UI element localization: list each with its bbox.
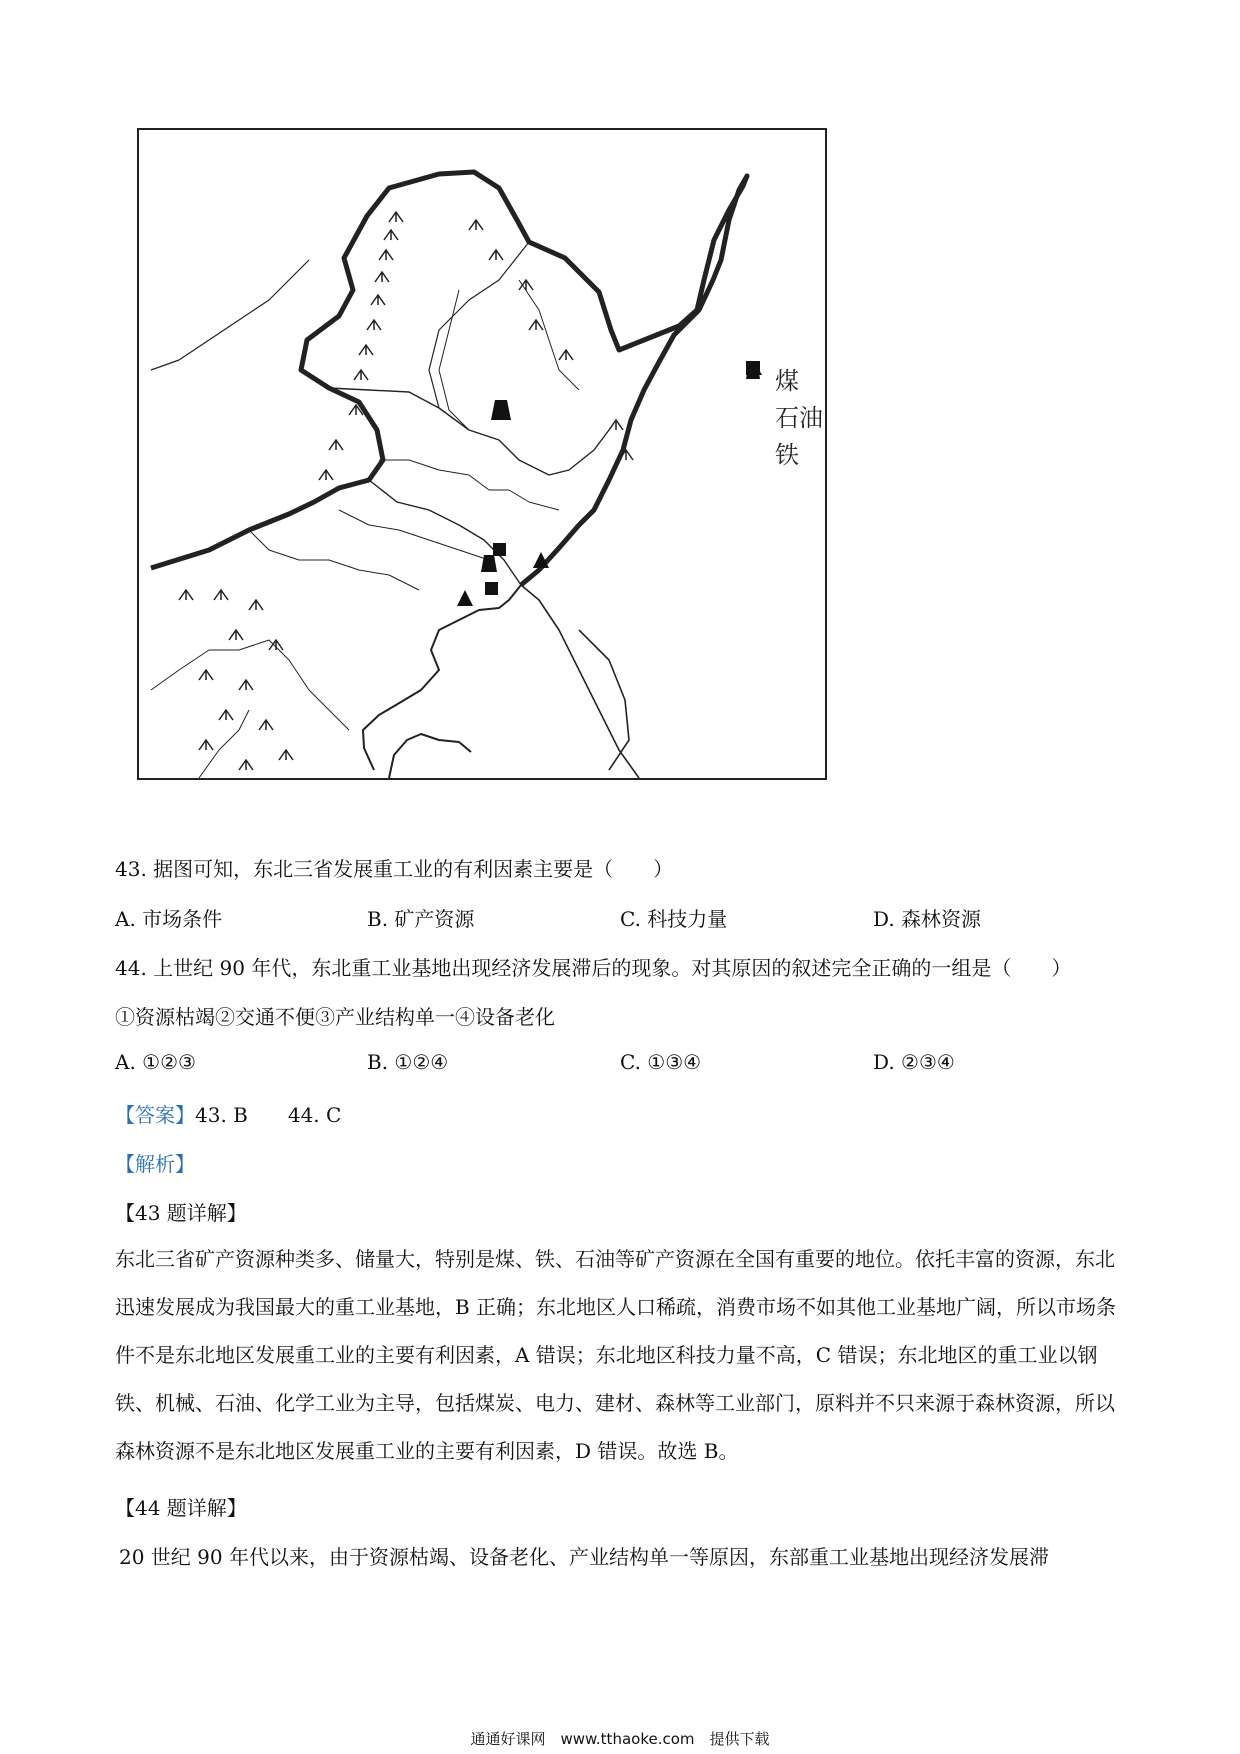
question-44-items: ①资源枯竭②交通不便③产业结构单一④设备老化: [115, 1005, 555, 1029]
q44-option-b: B. ①②④: [367, 1050, 449, 1074]
answer-text: 43. B 44. C: [195, 1103, 342, 1127]
national-border: [151, 172, 747, 585]
mountain-icon: [469, 220, 503, 260]
detail-43-title: 【43 题详解】: [115, 1201, 247, 1225]
korea-outline: [521, 585, 639, 778]
mountain-icon: [367, 295, 385, 330]
mountain-icon: [239, 750, 293, 770]
detail-43-text: 东北三省矿产资源种类多、储量大，特别是煤、铁、石油等矿产资源在全国有重要的地位。依托丰富的资源，东北迅速发展成为我国最大的重工业基地，B 正确；东北地区人口稀疏，消费市场不如其他工业基地广阔，所以市场条件不是东北地区发展重工业的主要有利因素，A 错误；东北地区科技力量不高，C 错误；东北地区的重工业以钢铁、机械、石油、化学工业为主导，包括煤炭、电力、建材、森林等工业部门，原料并不只来源于森林资源，所以森林资源不是东北地区发展重工业的主要有利因素，D 错误。故选 B。: [115, 1247, 1117, 1463]
province-border: [329, 388, 609, 475]
oil-marker-icon: [481, 555, 497, 572]
mountain-icon: [199, 720, 273, 750]
legend-label: 煤: [775, 367, 799, 395]
mountain-symbols: [179, 212, 633, 770]
question-43-stem: 43. 据图可知，东北三省发展重工业的有利因素主要是（ ）: [115, 857, 674, 881]
mountain-icon: [319, 350, 573, 480]
mountain-icon: [219, 680, 253, 720]
answer-tag: 【答案】: [115, 1103, 195, 1127]
q44-option-a: A. ①②③: [115, 1050, 196, 1074]
mountain-icon: [375, 250, 393, 282]
map-drawing: [139, 130, 825, 778]
oil-marker-icon: [491, 400, 511, 420]
q44-option-c: C. ①③④: [620, 1050, 702, 1074]
legend-item-iron: [745, 434, 823, 471]
analysis-tag: 【解析】: [115, 1152, 195, 1176]
iron-marker-icon: [457, 590, 473, 606]
coal-marker-icon: [485, 582, 498, 595]
q43-option-c: C. 科技力量: [620, 907, 728, 931]
northeast-china-map: [137, 128, 827, 780]
mountain-icon: [354, 345, 373, 380]
detail-44-title: 【44 题详解】: [115, 1496, 247, 1520]
mountain-icon: [384, 212, 403, 240]
detail-44-text: 20 世纪 90 年代以来，由于资源枯竭、设备老化、产业结构单一等原因，东部重工业基地出现经济发展滞: [119, 1545, 1049, 1569]
river: [151, 260, 309, 370]
mountain-icon: [179, 590, 228, 600]
legend-label: 铁: [775, 441, 799, 469]
question-44-stem: 44. 上世纪 90 年代，东北重工业基地出现经济发展滞后的现象。对其原因的叙述完全正确的一组是（ ）: [115, 956, 1072, 980]
coal-marker-icon: [493, 543, 506, 556]
page-footer: 通通好课网 www.tthaoke.com 提供下载: [470, 1730, 770, 1748]
legend-label: 石油: [775, 404, 823, 432]
q43-option-a: A. 市场条件: [115, 907, 223, 931]
mountain-icon: [229, 600, 263, 640]
answer-line: [115, 1099, 341, 1128]
mountain-icon: [329, 405, 363, 450]
mountain-icon: [519, 280, 543, 330]
q43-option-b: B. 矿产资源: [367, 907, 475, 931]
q44-option-d: D. ②③④: [873, 1050, 955, 1074]
q43-option-d: D. 森林资源: [873, 907, 982, 931]
map-legend: [745, 360, 823, 471]
legend-item-oil: [745, 397, 823, 434]
mountain-icon: [199, 640, 283, 680]
coastline: [363, 585, 521, 770]
